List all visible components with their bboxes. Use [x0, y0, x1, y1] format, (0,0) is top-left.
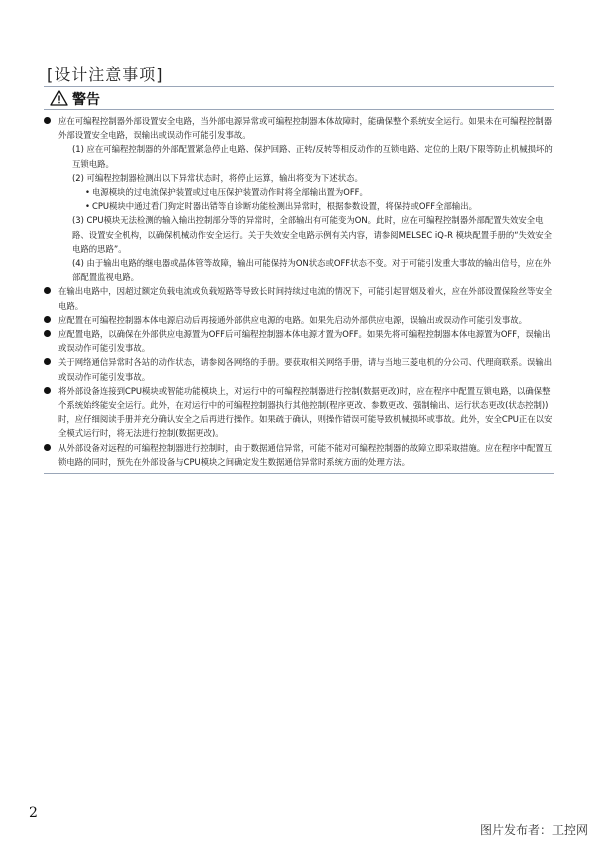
page-number: 2	[29, 805, 38, 821]
bullet-icon	[44, 287, 51, 294]
section-end-divider	[44, 473, 554, 474]
item-text: 应在可编程控制器外部设置安全电路，当外部电源异常或可编程控制器本体故障时，能确保整个系统安全运行。如果未在可编程控制器外部设置安全电路，误输出或误动作可能引发事故。	[58, 116, 553, 141]
sub-sub-text: 电源模块的过电流保护装置或过电压保护装置动作时将全部输出置为OFF。	[92, 187, 368, 198]
warning-triangle-icon	[50, 90, 68, 106]
section-title: [设计注意事项]	[47, 65, 164, 84]
bullet-icon	[44, 117, 51, 124]
sub-item: (4) 由于输出电路的继电器或晶体管等故障，输出可能保持为ON状态或OFF状态不变。对于可能引发重大事故的输出信号，应在外部配置监视电路。	[72, 258, 552, 283]
item-text: 关于网络通信异常时各站的动作状态，请参阅各网络的手册。要获取相关网络手册，请与当地三菱电机的分公司、代理商联系。误输出或误动作可能引发事故。	[58, 357, 553, 382]
warning-header	[44, 86, 554, 110]
warning-content	[44, 114, 554, 474]
sub-item: (3) CPU模块无法检测的输入输出控制部分等的异常时，全部输出有可能变为ON。此时，应在可编程控制器外部配置失效安全电路、设置安全机构，以确保机械动作安全运行。关于失效安全电路示例有关内容，请参阅MELSEC iQ-R 模块配置手册的“失效安全电路的思路”。	[72, 215, 553, 254]
list-item	[44, 327, 554, 355]
list-item	[44, 441, 554, 469]
bullet-icon	[44, 330, 51, 337]
sub-item: (1) 应在可编程控制器的外部配置紧急停止电路、保护回路、正转/反转等相反动作的互锁电路、定位的上限/下限等防止机械损坏的互锁电路。	[72, 144, 553, 169]
bullet-icon	[44, 358, 51, 365]
item-text: 将外部设备连接到CPU模块或智能功能模块上，对运行中的可编程控制器进行控制(数据更改)时，应在程序中配置互锁电路，以确保整个系统始终能安全运行。此外，在对运行中的可编程控制器执行其他控制(程序更改、参数更改、强制输出、运行状态更改(状态控制))时，应仔细阅读手册并充分确认安全之后再进行操作。如果疏于确认，则操作错误可能导致机械损坏或事故。此外，安全CPU正在以安全模式运行时，将无法进行控制(数据更改)。	[58, 385, 553, 439]
sub-sub-item: • 电源模块的过电流保护装置或过电压保护装置动作时将全部输出置为OFF。	[85, 187, 368, 198]
item-text: 从外部设备对远程的可编程控制器进行控制时，由于数据通信异常，可能不能对可编程控制器的故障立即采取措施。应在程序中配置互锁电路的同时，预先在外部设备与CPU模块之间确定发生数据通信异常时系统方面的处理方法。	[58, 442, 553, 467]
sub-sub-item: • CPU模块中通过看门狗定时器出错等自诊断功能检测出异常时，根据参数设置，将保持或OFF全部输出。	[85, 201, 478, 212]
bullet-icon	[44, 387, 51, 394]
list-item	[44, 355, 554, 383]
item-text: 应配置在可编程控制器本体电源启动后再接通外部供应电源的电路。如果先启动外部供应电源，误输出或误动作可能引发事故。	[58, 314, 527, 325]
list-item	[44, 114, 554, 284]
bullet-icon	[44, 316, 51, 323]
warning-label: 警告	[72, 92, 100, 108]
image-credit: 图片发布者：工控网	[479, 823, 588, 837]
bullet-icon	[44, 444, 51, 451]
list-item	[44, 384, 554, 441]
sub-sub-text: CPU模块中通过看门狗定时器出错等自诊断功能检测出异常时，根据参数设置，将保持或OFF全部输出。	[92, 201, 478, 212]
list-item	[44, 313, 554, 327]
sub-item: (2) 可编程控制器检测出以下异常状态时，将停止运算，输出将变为下述状态。	[72, 172, 363, 183]
list-item	[44, 284, 554, 312]
item-text: 应配置电路，以确保在外部供应电源置为OFF后可编程控制器本体电源才置为OFF。如果先将可编程控制器本体电源置为OFF，误输出或误动作可能引发事故。	[58, 329, 551, 354]
item-text: 在输出电路中，因超过额定负载电流或负载短路等导致长时间持续过电流的情况下，可能引起冒烟及着火，应在外部设置保险丝等安全电路。	[58, 286, 553, 311]
